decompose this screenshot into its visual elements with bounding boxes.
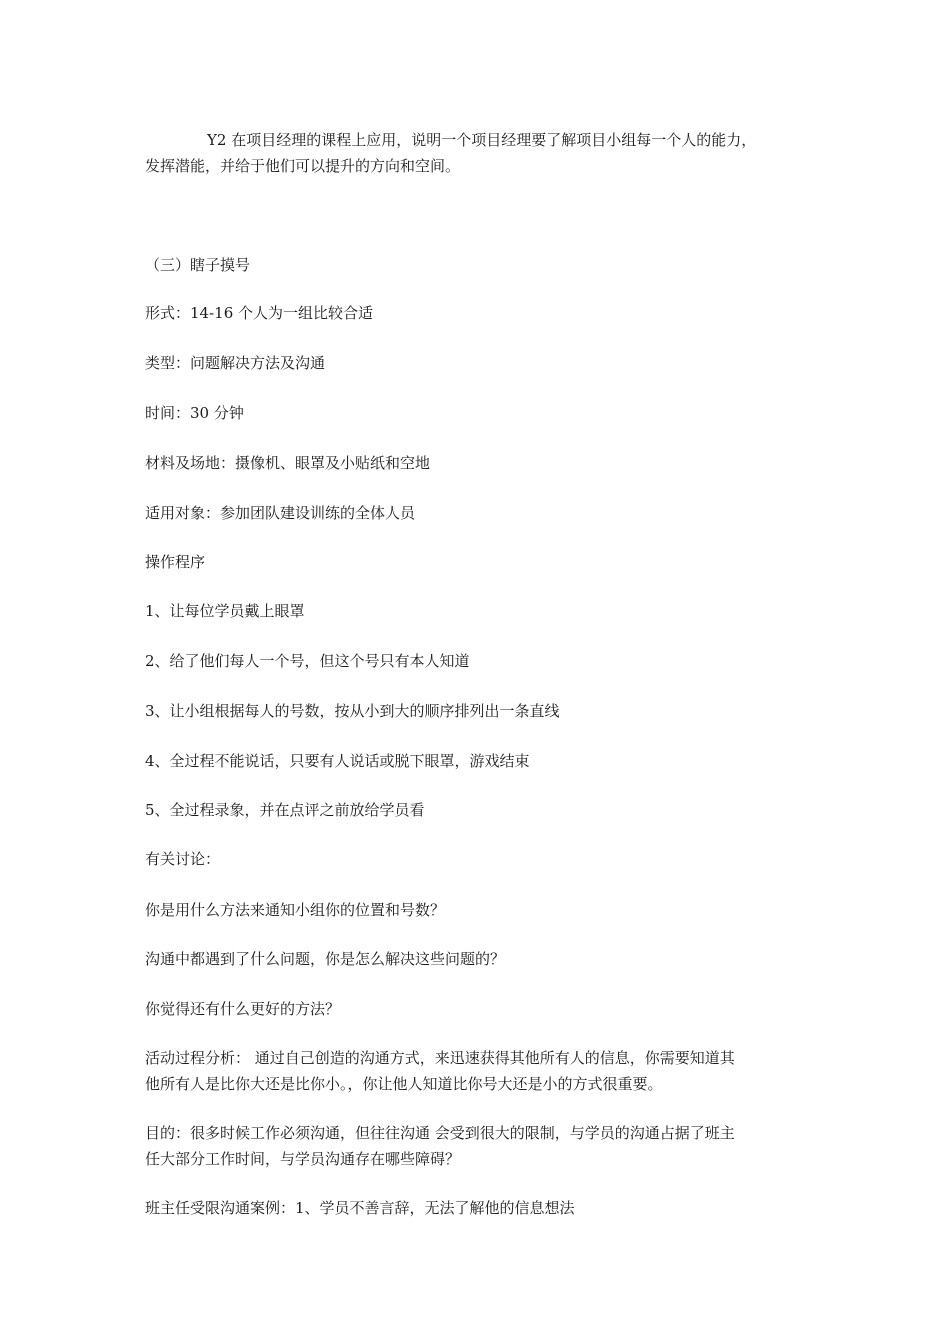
step-item: 2、给了他们每人一个号，但这个号只有本人知道 [145, 652, 470, 670]
purpose-paragraph [145, 1120, 835, 1172]
form-line: 形式：14-16 个人为一组比较合适 [145, 304, 374, 322]
question-item: 沟通中都遇到了什么问题，你是怎么解决这些问题的？ [145, 950, 506, 968]
analysis-line-2: 他所有人是比你大还是比你小。，你让他人知道比你号大还是小的方式很重要。 [145, 1075, 663, 1093]
materials-line: 材料及场地：摄像机、眼罩及小贴纸和空地 [145, 454, 431, 472]
step-item: 5、全过程录象，并在点评之前放给学员看 [145, 801, 425, 819]
step-item: 3、让小组根据每人的号数，按从小到大的顺序排列出一条直线 [145, 702, 560, 720]
analysis-paragraph [145, 1045, 835, 1097]
case-line: 班主任受限沟通案例：1、学员不善言辞，无法了解他的信息想法 [145, 1199, 575, 1217]
purpose-line-2: 任大部分工作时间，与学员沟通存在哪些障碍？ [145, 1150, 461, 1168]
question-item: 你觉得还有什么更好的方法？ [145, 1000, 341, 1018]
question-item: 你是用什么方法来通知小组你的位置和号数？ [145, 901, 446, 919]
intro-paragraph [145, 127, 835, 179]
discussion-title: 有关讨论： [145, 850, 221, 868]
procedure-title: 操作程序 [145, 553, 206, 571]
type-line: 类型：问题解决方法及沟通 [145, 354, 326, 372]
intro-line-2: 发挥潜能，并给于他们可以提升的方向和空间。 [145, 157, 461, 175]
audience-line: 适用对象：参加团队建设训练的全体人员 [145, 504, 416, 522]
intro-line-1: Y2 在项目经理的课程上应用，说明一个项目经理要了解项目小组每一个人的能力， [207, 131, 757, 149]
purpose-line-1: 目的：很多时候工作必须沟通，但往往沟通 会受到很大的限制，与学员的沟通占据了班主 [145, 1124, 735, 1142]
section-title: （三）瞎子摸号 [145, 256, 251, 274]
step-item: 4、全过程不能说话，只要有人说话或脱下眼罩，游戏结束 [145, 752, 530, 770]
time-line: 时间：30 分钟 [145, 404, 244, 422]
analysis-line-1: 活动过程分析： 通过自己创造的沟通方式，来迅速获得其他所有人的信息，你需要知道其 [145, 1049, 735, 1067]
step-item: 1、让每位学员戴上眼罩 [145, 602, 305, 620]
